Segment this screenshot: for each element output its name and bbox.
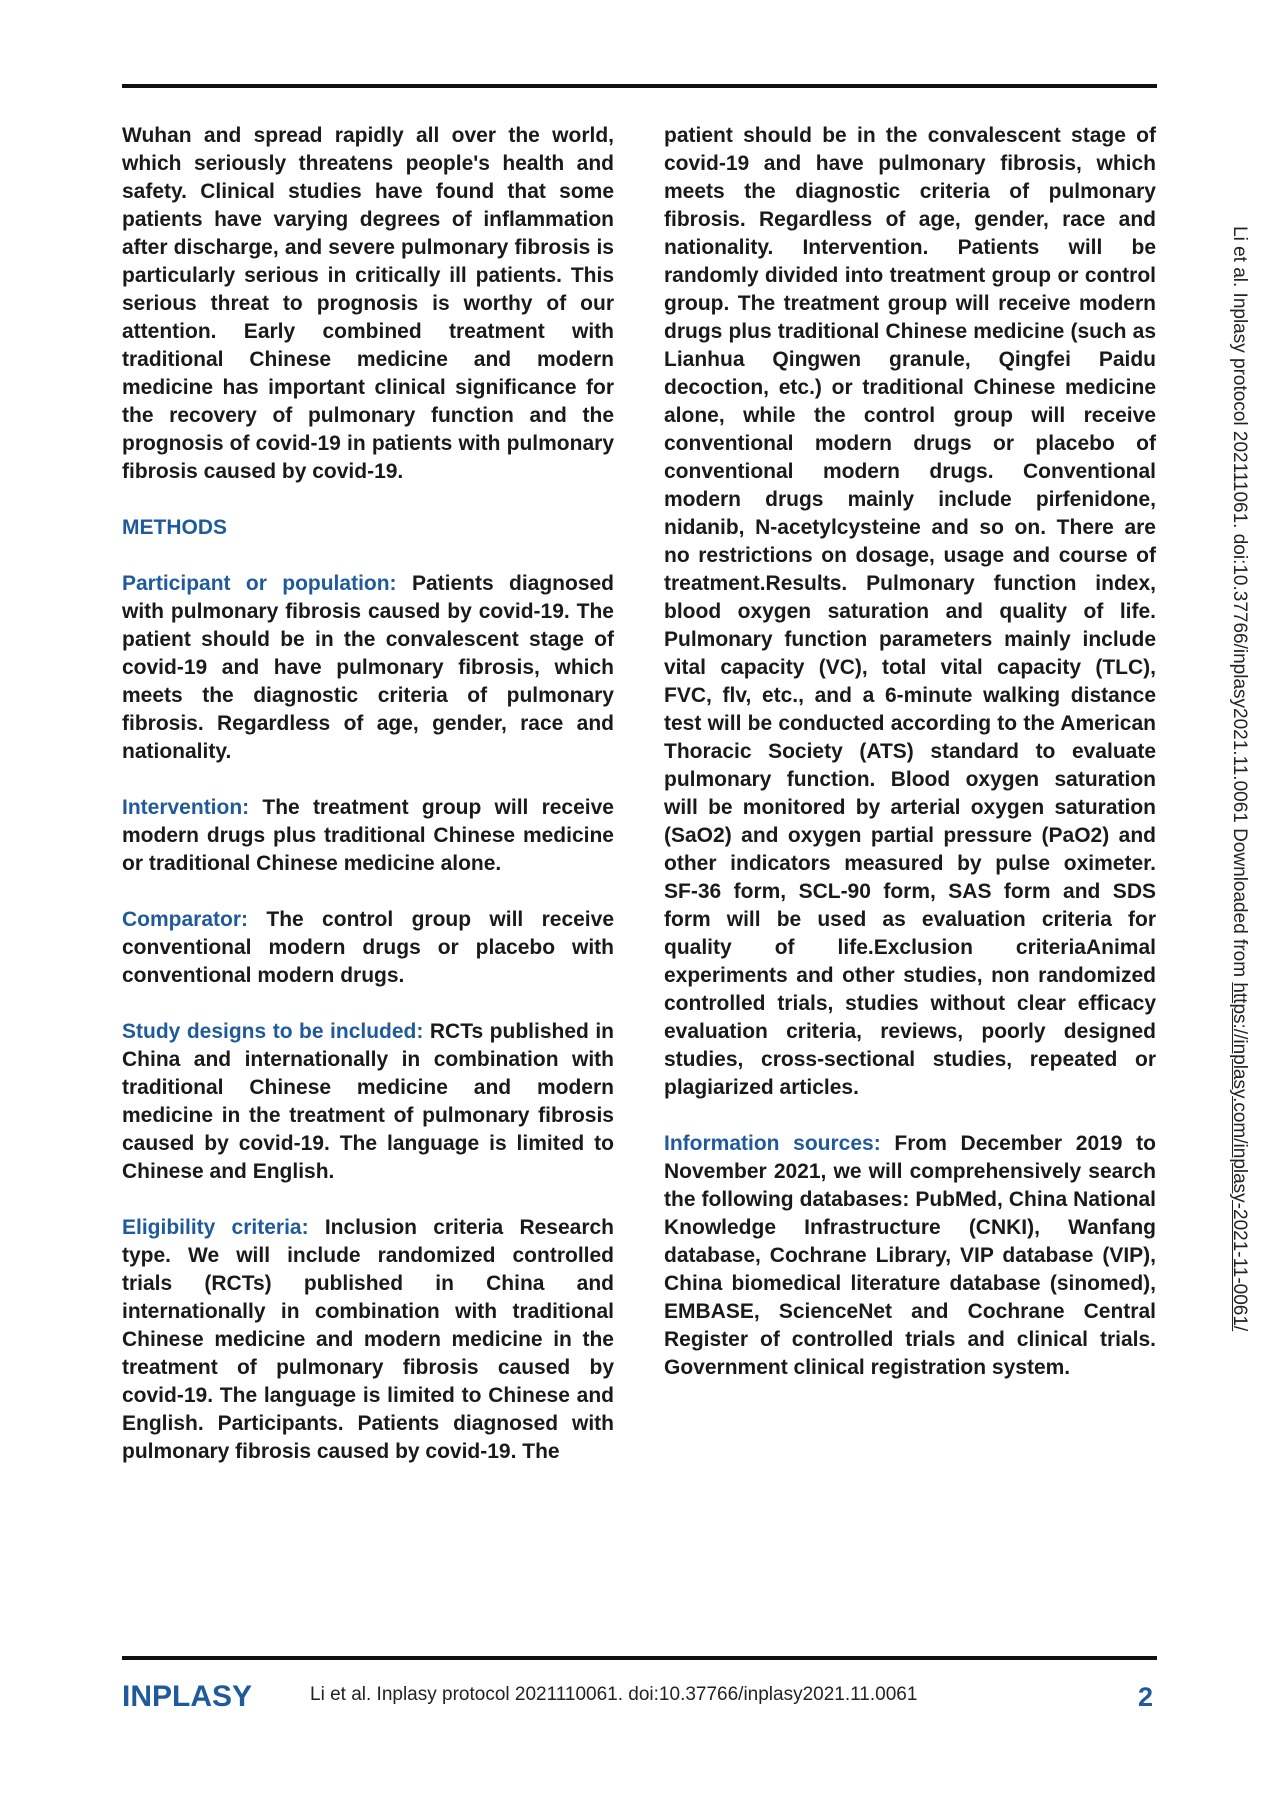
side-note-link[interactable]: https://inplasy.com/inplasy-2021-11-0061/: [1229, 982, 1250, 1332]
side-note-text: Li et al. Inplasy protocol 202111061. doi:10.37766/inplasy2021.11.0061 Downloaded from: [1229, 226, 1250, 983]
intervention-label: Intervention:: [122, 796, 250, 819]
comparator-text: The control group will receive conventional modern drugs or placebo with conventional modern drugs.: [122, 908, 614, 987]
study-designs-label: Study designs to be included:: [122, 1020, 424, 1043]
study-designs-section: [122, 1018, 614, 1186]
participant-label: Participant or population:: [122, 572, 397, 595]
info-sources-text: From December 2019 to November 2021, we will comprehensively search the following databases: PubMed, China National Knowledge Infrastructure (CNKI), Wanfang database, Cochrane Library, VIP database (VIP), China biomedical literature database (sinomed), EMBASE, ScienceNet and Cochrane Central Register of controlled trials and clinical trials. Government clinical registration system.: [664, 1132, 1156, 1379]
left-column: [122, 122, 614, 1466]
participant-text: Patients diagnosed with pulmonary fibrosis caused by covid-19. The patient should be in the convalescent stage of covid-19 and have pulmonary fibrosis, which meets the diagnostic criteria of pulmonary fibrosis. Regardless of age, gender, race and nationality.: [122, 572, 615, 763]
eligibility-section: [122, 1214, 614, 1466]
footer-rule: [122, 1656, 1157, 1660]
info-sources-section: [664, 1130, 1156, 1382]
intervention-text: The treatment group will receive modern drugs plus traditional Chinese medicine or traditional Chinese medicine alone.: [122, 796, 614, 875]
eligibility-text: Inclusion criteria Research type. We will include randomized controlled trials (RCTs) published in China and internationally in combination with traditional Chinese medicine and modern medicine in the treatment of pulmonary fibrosis caused by covid-19. The language is limited to Chinese and English. Participants. Patients diagnosed with pulmonary fibrosis caused by covid-19. The: [122, 1216, 615, 1463]
header-rule: [122, 84, 1157, 88]
intervention-section: [122, 794, 614, 878]
methods-heading: METHODS: [122, 516, 227, 539]
comparator-section: [122, 906, 614, 990]
study-designs-text: RCTs published in China and internationally in combination with traditional Chinese medicine and modern medicine in the treatment of pulmonary fibrosis caused by covid-19. The language is limited to Chinese and English.: [122, 1020, 615, 1183]
side-download-note: [1228, 226, 1250, 1331]
comparator-label: Comparator:: [122, 908, 249, 931]
eligibility-continued: patient should be in the convalescent stage of covid-19 and have pulmonary fibrosis, which meets the diagnostic criteria of pulmonary fibrosis. Regardless of age, gender, race and nationality. Intervention. Patients will be randomly divided into treatment group or control group. The treatment group will receive modern drugs plus traditional Chinese medicine (such as Lianhua Qingwen granule, Qingfei Paidu decoction, etc.) or traditional Chinese medicine alone, while the control group will receive conventional modern drugs or placebo of conventional modern drugs. Conventional modern drugs mainly include pirfenidone, nidanib, N-acetylcysteine and so on. There are no restrictions on dosage, usage and course of treatment.Results. Pulmonary function index, blood oxygen saturation and quality of life. Pulmonary function parameters mainly include vital capacity (VC), total vital capacity (TLC), FVC, flv, etc., and a 6-minute walking distance test will be conducted according to the American Thoracic Society (ATS) standard to evaluate pulmonary function. Blood oxygen saturation will be monitored by arterial oxygen saturation (SaO2) and oxygen partial pressure (PaO2) and other indicators measured by pulse oximeter. SF-36 form, SCL-90 form, SAS form and SDS form will be used as evaluation criteria for quality of life.Exclusion criteriaAnimal experiments and other studies, non randomized controlled trials, studies without clear efficacy evaluation criteria, reviews, poorly designed studies, cross-sectional studies, repeated or plagiarized articles.: [664, 124, 1156, 1099]
info-sources-label: Information sources:: [664, 1132, 881, 1155]
eligibility-label: Eligibility criteria:: [122, 1216, 309, 1239]
intro-paragraph: Wuhan and spread rapidly all over the world, which seriously threatens people's health and safety. Clinical studies have found that some patients have varying degrees of inflammation after discharge, and severe pulmonary fibrosis is particularly serious in critically ill patients. This serious threat to prognosis is worthy of our attention. Early combined treatment with traditional Chinese medicine and modern medicine has important clinical significance for the recovery of pulmonary function and the prognosis of covid-19 in patients with pulmonary fibrosis caused by covid-19.: [122, 124, 614, 483]
participant-section: [122, 570, 614, 766]
footer-brand-logo: INPLASY: [122, 1680, 253, 1713]
right-column: [664, 122, 1156, 1382]
footer-citation: Li et al. Inplasy protocol 2021110061. doi:10.37766/inplasy2021.11.0061: [310, 1684, 918, 1705]
page-number: 2: [1138, 1682, 1154, 1712]
